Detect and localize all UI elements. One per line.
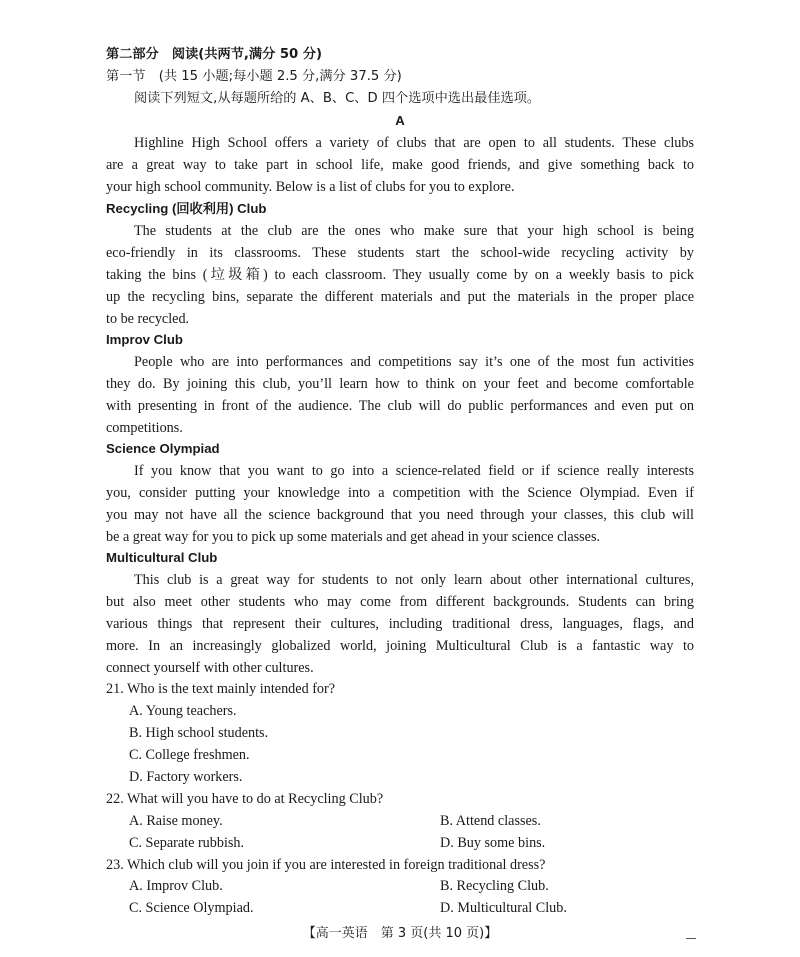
question-option: D. Multicultural Club.	[440, 900, 567, 916]
club-text-line: taking the bins (垃圾箱) to each classroom. They usually come by on a weekly basis to pick	[106, 267, 694, 283]
club-text-line: up the recycling bins, separate the different materials and put the materials in the proper place	[106, 289, 694, 305]
club-text-line: more. In an increasingly globalized world, joining Multicultural Club is a fantastic way to	[106, 638, 694, 654]
question-option: A. Raise money.	[129, 813, 223, 829]
question-stem-23: 23. Which club will you join if you are interested in foreign traditional dress?	[106, 857, 546, 873]
question-option: D. Buy some bins.	[440, 835, 546, 851]
club-text-line: but also meet other students who may come from different backgrounds. Students can bring	[106, 594, 694, 610]
club-text-line: you, consider putting your knowledge into a competition with the Science Olympiad. Even if	[106, 485, 694, 501]
club-text-line: various things that represent their cultures, including traditional dress, languages, flags, and	[106, 616, 694, 632]
club-text-line: If you know that you want to go into a science-related field or if science really interests	[134, 463, 694, 479]
question-option: C. College freshmen.	[129, 747, 250, 763]
club-text-line: to be recycled.	[106, 311, 190, 327]
question-option: C. Separate rubbish.	[129, 835, 245, 851]
club-text-line: The students at the club are the ones who make sure that your high school is being	[134, 223, 694, 239]
club-title-multicultural: Multicultural Club	[106, 550, 218, 565]
club-text-line: with presenting in front of the audience. The club will do public performances and even put on	[106, 398, 694, 414]
intro-line: are a great way to take part in school life, make good friends, and give something back to	[106, 157, 694, 173]
question-option: A. Improv Club.	[129, 878, 223, 894]
instruction-text: 阅读下列短文,从每题所给的 A、B、C、D 四个选项中选出最佳选项。	[134, 91, 541, 106]
club-text-line: connect yourself with other cultures.	[106, 660, 314, 676]
page-footer: 【高一英语 第 3 页(共 10 页)】	[302, 926, 498, 941]
club-text-line: People who are into performances and competitions say it’s one of the most fun activities	[134, 354, 694, 370]
club-text-line: be a great way for you to pick up some materials and get ahead in your science classes.	[106, 529, 601, 545]
intro-line: Highline High School offers a variety of clubs that are open to all students. These clubs	[134, 135, 694, 151]
question-option: B. Recycling Club.	[440, 878, 549, 894]
club-title-science-olympiad: Science Olympiad	[106, 441, 220, 456]
question-stem-22: 22. What will you have to do at Recycling Club?	[106, 791, 384, 807]
question-option: A. Young teachers.	[129, 703, 237, 719]
part-heading: 第二部分 阅读(共两节,满分 50 分)	[106, 47, 323, 62]
question-option: D. Factory workers.	[129, 769, 243, 785]
club-text-line: competitions.	[106, 420, 183, 436]
question-option: B. High school students.	[129, 725, 269, 741]
question-option: B. Attend classes.	[440, 813, 541, 829]
section-heading: 第一节 (共 15 小题;每小题 2.5 分,满分 37.5 分)	[106, 69, 402, 84]
intro-line: your high school community. Below is a list of clubs for you to explore.	[106, 179, 515, 195]
passage-label: A	[395, 113, 405, 128]
club-title-recycling: Recycling (回收利用) Club	[106, 201, 267, 216]
question-stem-21: 21. Who is the text mainly intended for?	[106, 681, 336, 697]
club-text-line: eco-friendly in its classrooms. These students start the school-wide recycling activity by	[106, 245, 694, 261]
club-text-line: This club is a great way for students to not only learn about other international cultures,	[134, 572, 694, 588]
club-text-line: they do. By joining this club, you’ll learn how to think on your feet and become comfortable	[106, 376, 694, 392]
corner-mark	[686, 938, 696, 939]
question-option: C. Science Olympiad.	[129, 900, 254, 916]
club-title-improv: Improv Club	[106, 332, 183, 347]
club-text-line: you may not have all the science background that you need through your classes, this club will	[106, 507, 694, 523]
